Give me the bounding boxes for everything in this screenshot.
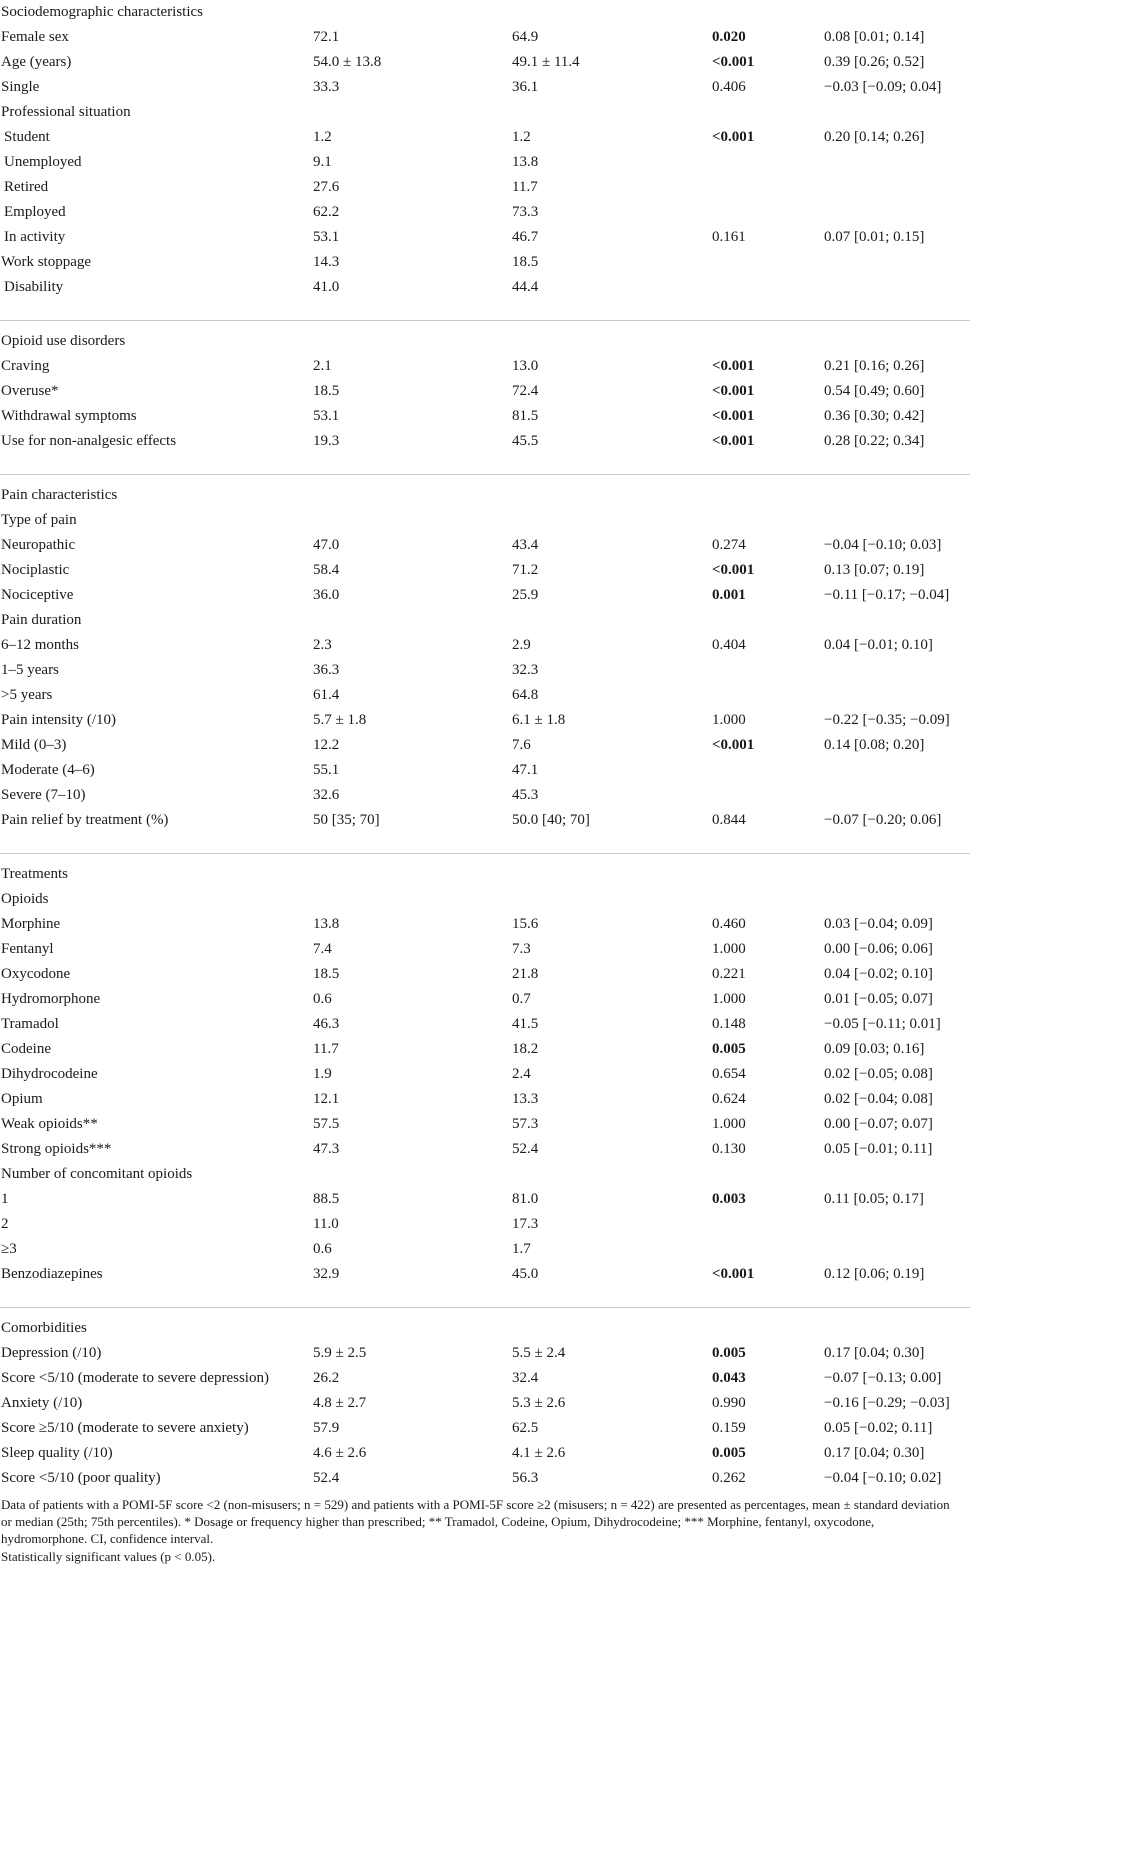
value-non-misusers: 18.5 xyxy=(313,383,340,399)
p-value: 0.161 xyxy=(712,229,746,245)
value-misusers: 81.5 xyxy=(512,408,539,424)
row-label: ≥3 xyxy=(1,1241,17,1257)
section-title: Comorbidities xyxy=(1,1320,87,1336)
value-non-misusers: 50 [35; 70] xyxy=(313,812,380,828)
p-value: 0.624 xyxy=(712,1091,746,1107)
table-row xyxy=(0,25,970,50)
value-misusers: 13.8 xyxy=(512,154,539,170)
effect-size-ci: −0.07 [−0.13; 0.00] xyxy=(824,1370,942,1386)
row-label: Neuropathic xyxy=(1,537,76,553)
table-row xyxy=(0,225,970,250)
effect-size-ci: 0.36 [0.30; 0.42] xyxy=(824,408,925,424)
effect-size-ci: 0.04 [−0.01; 0.10] xyxy=(824,637,933,653)
effect-size-ci: −0.04 [−0.10; 0.03] xyxy=(824,537,942,553)
value-misusers: 41.5 xyxy=(512,1016,539,1032)
p-value: 0.043 xyxy=(712,1370,746,1386)
value-misusers: 43.4 xyxy=(512,537,539,553)
section-title-row xyxy=(0,329,970,354)
p-value: 0.406 xyxy=(712,79,746,95)
p-value: <0.001 xyxy=(712,129,755,145)
value-non-misusers: 53.1 xyxy=(313,408,340,424)
value-non-misusers: 19.3 xyxy=(313,433,340,449)
row-label: Tramadol xyxy=(1,1016,59,1032)
table-row xyxy=(0,912,970,937)
value-misusers: 45.5 xyxy=(512,433,539,449)
row-label: Use for non-analgesic effects xyxy=(1,433,177,449)
value-misusers: 47.1 xyxy=(512,762,539,778)
value-misusers: 17.3 xyxy=(512,1216,539,1232)
value-misusers: 49.1 ± 11.4 xyxy=(512,54,580,70)
p-value: <0.001 xyxy=(712,54,755,70)
effect-size-ci: 0.09 [0.03; 0.16] xyxy=(824,1041,925,1057)
section-title: Opioid use disorders xyxy=(1,333,126,349)
p-value: 1.000 xyxy=(712,1116,746,1132)
row-label: 1–5 years xyxy=(1,662,59,678)
effect-size-ci: 0.05 [−0.02; 0.11] xyxy=(824,1420,933,1436)
table-row xyxy=(0,887,970,912)
value-non-misusers: 36.3 xyxy=(313,662,340,678)
row-label: Mild (0–3) xyxy=(1,737,67,753)
value-non-misusers: 57.9 xyxy=(313,1420,340,1436)
row-label: Single xyxy=(1,79,40,95)
table-row xyxy=(0,1366,970,1391)
effect-size-ci: 0.01 [−0.05; 0.07] xyxy=(824,991,933,1007)
table-row xyxy=(0,1012,970,1037)
section-title-row xyxy=(0,1316,970,1341)
value-non-misusers: 53.1 xyxy=(313,229,340,245)
value-misusers: 6.1 ± 1.8 xyxy=(512,712,566,728)
table-row xyxy=(0,1137,970,1162)
value-misusers: 7.6 xyxy=(512,737,531,753)
p-value: 0.005 xyxy=(712,1041,746,1057)
value-misusers: 13.3 xyxy=(512,1091,539,1107)
p-value: <0.001 xyxy=(712,383,755,399)
p-value: <0.001 xyxy=(712,1266,755,1282)
table-row xyxy=(0,708,970,733)
p-value: 0.262 xyxy=(712,1470,746,1486)
row-label: Type of pain xyxy=(1,512,77,528)
row-label: Codeine xyxy=(1,1041,51,1057)
section-title: Pain characteristics xyxy=(1,487,118,503)
table-row xyxy=(0,733,970,758)
row-label: 1 xyxy=(1,1191,9,1207)
row-label: Withdrawal symptoms xyxy=(1,408,137,424)
row-label: >5 years xyxy=(1,687,53,703)
table-row xyxy=(0,1237,970,1262)
effect-size-ci: 0.39 [0.26; 0.52] xyxy=(824,54,925,70)
value-misusers: 13.0 xyxy=(512,358,539,374)
value-misusers: 4.1 ± 2.6 xyxy=(512,1445,566,1461)
table-row xyxy=(0,1441,970,1466)
value-non-misusers: 5.9 ± 2.5 xyxy=(313,1345,367,1361)
value-misusers: 44.4 xyxy=(512,279,539,295)
value-non-misusers: 52.4 xyxy=(313,1470,340,1486)
value-non-misusers: 26.2 xyxy=(313,1370,340,1386)
value-misusers: 36.1 xyxy=(512,79,539,95)
value-non-misusers: 2.3 xyxy=(313,637,332,653)
table-row xyxy=(0,808,970,833)
table-row xyxy=(0,1062,970,1087)
value-non-misusers: 72.1 xyxy=(313,29,340,45)
effect-size-ci: 0.05 [−0.01; 0.11] xyxy=(824,1141,933,1157)
value-non-misusers: 54.0 ± 13.8 xyxy=(313,54,382,70)
table-row xyxy=(0,1416,970,1441)
table-row xyxy=(0,1391,970,1416)
p-value: <0.001 xyxy=(712,562,755,578)
row-label: Nociceptive xyxy=(1,587,74,603)
table-row xyxy=(0,1037,970,1062)
row-label: Opium xyxy=(1,1091,43,1107)
section-title-row xyxy=(0,862,970,887)
row-label: Oxycodone xyxy=(1,966,71,982)
p-value: 0.005 xyxy=(712,1345,746,1361)
value-non-misusers: 36.0 xyxy=(313,587,340,603)
row-label: 2 xyxy=(1,1216,9,1232)
p-value: 0.130 xyxy=(712,1141,746,1157)
effect-size-ci: 0.20 [0.14; 0.26] xyxy=(824,129,925,145)
table-row xyxy=(0,125,970,150)
row-label: 6–12 months xyxy=(1,637,79,653)
row-label: Pain intensity (/10) xyxy=(1,712,116,728)
table-row xyxy=(0,1087,970,1112)
value-non-misusers: 18.5 xyxy=(313,966,340,982)
value-misusers: 25.9 xyxy=(512,587,539,603)
p-value: 1.000 xyxy=(712,991,746,1007)
effect-size-ci: 0.04 [−0.02; 0.10] xyxy=(824,966,933,982)
row-label: Benzodiazepines xyxy=(1,1266,103,1282)
value-misusers: 2.4 xyxy=(512,1066,531,1082)
effect-size-ci: 0.17 [0.04; 0.30] xyxy=(824,1445,925,1461)
effect-size-ci: −0.03 [−0.09; 0.04] xyxy=(824,79,942,95)
value-non-misusers: 13.8 xyxy=(313,916,340,932)
section-title-row xyxy=(0,483,970,508)
row-label: Morphine xyxy=(1,916,61,932)
value-misusers: 52.4 xyxy=(512,1141,539,1157)
p-value: <0.001 xyxy=(712,737,755,753)
effect-size-ci: 0.21 [0.16; 0.26] xyxy=(824,358,925,374)
row-label: Nociplastic xyxy=(1,562,70,578)
p-value: 0.460 xyxy=(712,916,746,932)
value-non-misusers: 11.0 xyxy=(313,1216,339,1232)
value-misusers: 46.7 xyxy=(512,229,539,245)
value-misusers: 7.3 xyxy=(512,941,531,957)
effect-size-ci: 0.00 [−0.07; 0.07] xyxy=(824,1116,933,1132)
effect-size-ci: 0.54 [0.49; 0.60] xyxy=(824,383,925,399)
effect-size-ci: 0.28 [0.22; 0.34] xyxy=(824,433,925,449)
row-label: Weak opioids** xyxy=(1,1116,98,1132)
table-row xyxy=(0,962,970,987)
row-label: Female sex xyxy=(1,29,69,45)
row-label: Disability xyxy=(4,279,64,295)
effect-size-ci: −0.22 [−0.35; −0.09] xyxy=(824,712,950,728)
table-row xyxy=(0,608,970,633)
table-row xyxy=(0,783,970,808)
row-label: Retired xyxy=(4,179,49,195)
table-row xyxy=(0,1466,970,1491)
value-non-misusers: 27.6 xyxy=(313,179,340,195)
p-value: 0.990 xyxy=(712,1395,746,1411)
value-non-misusers: 32.9 xyxy=(313,1266,340,1282)
p-value: <0.001 xyxy=(712,408,755,424)
row-label: Overuse* xyxy=(1,383,59,399)
effect-size-ci: −0.07 [−0.20; 0.06] xyxy=(824,812,942,828)
table-row xyxy=(0,50,970,75)
table-row xyxy=(0,1212,970,1237)
value-misusers: 81.0 xyxy=(512,1191,539,1207)
table-row xyxy=(0,1187,970,1212)
effect-size-ci: −0.05 [−0.11; 0.01] xyxy=(824,1016,941,1032)
value-misusers: 45.3 xyxy=(512,787,539,803)
table-row xyxy=(0,354,970,379)
table-row xyxy=(0,275,970,300)
effect-size-ci: 0.14 [0.08; 0.20] xyxy=(824,737,925,753)
value-misusers: 18.2 xyxy=(512,1041,539,1057)
effect-size-ci: 0.07 [0.01; 0.15] xyxy=(824,229,925,245)
section-title: Treatments xyxy=(1,866,68,882)
row-label: Age (years) xyxy=(1,54,72,70)
table-row xyxy=(0,379,970,404)
row-label: Fentanyl xyxy=(1,941,54,957)
value-non-misusers: 61.4 xyxy=(313,687,340,703)
value-misusers: 0.7 xyxy=(512,991,531,1007)
p-value: 0.003 xyxy=(712,1191,746,1207)
row-label: Severe (7–10) xyxy=(1,787,86,803)
p-value: 0.001 xyxy=(712,587,746,603)
value-misusers: 45.0 xyxy=(512,1266,539,1282)
row-label: Strong opioids*** xyxy=(1,1141,112,1157)
footnote-main: Data of patients with a POMI-5F score <2 (non-misusers; n = 529) and patients with a POMI-5F score ≥2 (misusers; n = 422) are presented as percentages, mean ± standard deviation or median (25th; 75th percentiles). * Dosage or frequency higher than prescribed; ** Tramadol, Codeine, Opium, Dihydrocodeine; *** Morphine, fentanyl, oxycodone, hydromorphone. CI, confidence interval. xyxy=(1,1497,950,1546)
value-non-misusers: 12.1 xyxy=(313,1091,340,1107)
value-non-misusers: 0.6 xyxy=(313,991,332,1007)
row-label: Pain duration xyxy=(1,612,82,628)
p-value: 1.000 xyxy=(712,712,746,728)
value-misusers: 5.5 ± 2.4 xyxy=(512,1345,566,1361)
value-misusers: 15.6 xyxy=(512,916,539,932)
p-value: <0.001 xyxy=(712,433,755,449)
table-row xyxy=(0,75,970,100)
effect-size-ci: −0.04 [−0.10; 0.02] xyxy=(824,1470,942,1486)
p-value: <0.001 xyxy=(712,358,755,374)
value-non-misusers: 14.3 xyxy=(313,254,340,270)
value-misusers: 73.3 xyxy=(512,204,539,220)
footnote-significance: Statistically significant values (p < 0.05). xyxy=(1,1549,216,1564)
row-label: Dihydrocodeine xyxy=(1,1066,98,1082)
value-non-misusers: 5.7 ± 1.8 xyxy=(313,712,367,728)
table-row xyxy=(0,633,970,658)
value-misusers: 21.8 xyxy=(512,966,539,982)
value-misusers: 64.9 xyxy=(512,29,539,45)
row-label: Opioids xyxy=(1,891,49,907)
table-row xyxy=(0,250,970,275)
row-label: Work stoppage xyxy=(1,254,92,270)
value-non-misusers: 41.0 xyxy=(313,279,340,295)
p-value: 0.159 xyxy=(712,1420,746,1436)
table-row xyxy=(0,937,970,962)
row-label: Number of concomitant opioids xyxy=(1,1166,193,1182)
value-non-misusers: 47.3 xyxy=(313,1141,340,1157)
table-row xyxy=(0,558,970,583)
value-non-misusers: 46.3 xyxy=(313,1016,340,1032)
p-value: 1.000 xyxy=(712,941,746,957)
value-misusers: 5.3 ± 2.6 xyxy=(512,1395,566,1411)
value-non-misusers: 57.5 xyxy=(313,1116,340,1132)
table-row xyxy=(0,429,970,454)
table-row xyxy=(0,583,970,608)
table-row xyxy=(0,1112,970,1137)
value-misusers: 62.5 xyxy=(512,1420,539,1436)
table-row xyxy=(0,100,970,125)
effect-size-ci: 0.12 [0.06; 0.19] xyxy=(824,1266,925,1282)
p-value: 0.844 xyxy=(712,812,746,828)
p-value: 0.654 xyxy=(712,1066,746,1082)
table-footnotes xyxy=(1,1496,961,1566)
row-label: Sleep quality (/10) xyxy=(1,1445,113,1461)
row-label: Score <5/10 (poor quality) xyxy=(1,1470,161,1486)
value-non-misusers: 9.1 xyxy=(313,154,332,170)
p-value: 0.148 xyxy=(712,1016,746,1032)
row-label: Hydromorphone xyxy=(1,991,101,1007)
table-row xyxy=(0,533,970,558)
p-value: 0.005 xyxy=(712,1445,746,1461)
effect-size-ci: 0.08 [0.01; 0.14] xyxy=(824,29,925,45)
value-misusers: 72.4 xyxy=(512,383,539,399)
value-misusers: 50.0 [40; 70] xyxy=(512,812,590,828)
effect-size-ci: −0.11 [−0.17; −0.04] xyxy=(824,587,950,603)
table-row xyxy=(0,150,970,175)
row-label: In activity xyxy=(4,229,66,245)
row-label: Score <5/10 (moderate to severe depression) xyxy=(1,1370,269,1386)
p-value: 0.221 xyxy=(712,966,746,982)
effect-size-ci: −0.16 [−0.29; −0.03] xyxy=(824,1395,950,1411)
value-misusers: 1.2 xyxy=(512,129,531,145)
value-non-misusers: 7.4 xyxy=(313,941,332,957)
effect-size-ci: 0.02 [−0.04; 0.08] xyxy=(824,1091,933,1107)
row-label: Pain relief by treatment (%) xyxy=(1,812,169,828)
table-row xyxy=(0,1341,970,1366)
row-label: Depression (/10) xyxy=(1,1345,102,1361)
table-row xyxy=(0,175,970,200)
value-non-misusers: 2.1 xyxy=(313,358,332,374)
table-row xyxy=(0,658,970,683)
value-misusers: 71.2 xyxy=(512,562,539,578)
effect-size-ci: 0.17 [0.04; 0.30] xyxy=(824,1345,925,1361)
effect-size-ci: 0.13 [0.07; 0.19] xyxy=(824,562,925,578)
row-label: Professional situation xyxy=(1,104,131,120)
table-row xyxy=(0,508,970,533)
value-misusers: 2.9 xyxy=(512,637,531,653)
effect-size-ci: 0.11 [0.05; 0.17] xyxy=(824,1191,924,1207)
value-non-misusers: 58.4 xyxy=(313,562,340,578)
p-value: 0.274 xyxy=(712,537,746,553)
row-label: Unemployed xyxy=(4,154,82,170)
row-label: Craving xyxy=(1,358,50,374)
table-row xyxy=(0,1262,970,1287)
table-row xyxy=(0,404,970,429)
value-non-misusers: 4.8 ± 2.7 xyxy=(313,1395,367,1411)
table-row xyxy=(0,683,970,708)
value-non-misusers: 33.3 xyxy=(313,79,340,95)
row-label: Anxiety (/10) xyxy=(1,1395,83,1411)
value-non-misusers: 47.0 xyxy=(313,537,340,553)
value-non-misusers: 1.2 xyxy=(313,129,332,145)
effect-size-ci: 0.02 [−0.05; 0.08] xyxy=(824,1066,933,1082)
value-misusers: 32.4 xyxy=(512,1370,539,1386)
section-title: Sociodemographic characteristics xyxy=(1,4,204,20)
row-label: Employed xyxy=(4,204,66,220)
value-misusers: 56.3 xyxy=(512,1470,539,1486)
table-row xyxy=(0,987,970,1012)
value-non-misusers: 88.5 xyxy=(313,1191,340,1207)
section-title-row xyxy=(0,0,970,25)
value-misusers: 57.3 xyxy=(512,1116,539,1132)
table-row xyxy=(0,200,970,225)
value-misusers: 32.3 xyxy=(512,662,539,678)
table-row xyxy=(0,758,970,783)
value-misusers: 18.5 xyxy=(512,254,539,270)
value-non-misusers: 62.2 xyxy=(313,204,340,220)
effect-size-ci: 0.03 [−0.04; 0.09] xyxy=(824,916,933,932)
row-label: Student xyxy=(4,129,50,145)
value-non-misusers: 32.6 xyxy=(313,787,340,803)
value-non-misusers: 55.1 xyxy=(313,762,340,778)
effect-size-ci: 0.00 [−0.06; 0.06] xyxy=(824,941,933,957)
value-misusers: 11.7 xyxy=(512,179,538,195)
table-row xyxy=(0,1162,970,1187)
value-non-misusers: 12.2 xyxy=(313,737,340,753)
value-non-misusers: 0.6 xyxy=(313,1241,332,1257)
value-non-misusers: 4.6 ± 2.6 xyxy=(313,1445,367,1461)
value-non-misusers: 11.7 xyxy=(313,1041,339,1057)
row-label: Score ≥5/10 (moderate to severe anxiety) xyxy=(1,1420,249,1436)
value-non-misusers: 1.9 xyxy=(313,1066,332,1082)
p-value: 0.020 xyxy=(712,29,746,45)
p-value: 0.404 xyxy=(712,637,746,653)
value-misusers: 64.8 xyxy=(512,687,539,703)
row-label: Moderate (4–6) xyxy=(1,762,95,778)
value-misusers: 1.7 xyxy=(512,1241,531,1257)
